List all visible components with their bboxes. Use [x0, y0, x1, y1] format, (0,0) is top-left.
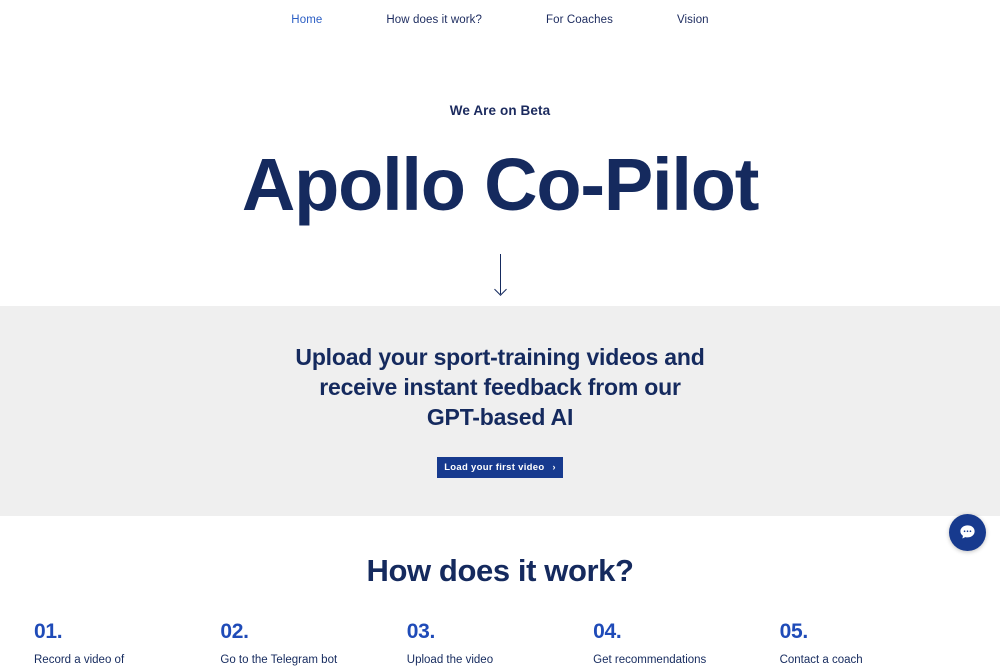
- list-item: [220, 620, 406, 668]
- nav-item-home[interactable]: Home: [291, 14, 323, 26]
- list-item: [407, 620, 593, 668]
- nav-item-for-coaches[interactable]: For Coaches: [546, 14, 613, 26]
- page-title: Apollo Co-Pilot: [241, 143, 759, 226]
- how-it-works-section: [0, 516, 1000, 668]
- value-proposition-band: [0, 306, 1000, 516]
- step-number: 04.: [593, 619, 622, 643]
- step-number: 01.: [34, 619, 63, 643]
- step-description: Contact a coach: [779, 653, 863, 666]
- nav-item-how-does-it-work[interactable]: How does it work?: [386, 14, 483, 26]
- list-item: [593, 620, 779, 668]
- chevron-right-icon: ›: [552, 461, 556, 472]
- step-number: 05.: [779, 619, 808, 643]
- arrow-down-icon: [500, 254, 501, 294]
- load-first-video-button[interactable]: [437, 457, 563, 478]
- value-proposition-headline: Upload your sport-training videos and receive instant feedback from our GPT-based AI: [295, 343, 705, 431]
- scroll-down-indicator[interactable]: [0, 254, 1000, 300]
- step-description: Get recommendations: [593, 653, 707, 666]
- list-item: [34, 620, 220, 668]
- chat-bubble-icon: [958, 523, 977, 542]
- main-navigation: [0, 0, 1000, 41]
- how-it-works-title: How does it work?: [366, 552, 634, 588]
- step-number: 03.: [406, 619, 436, 643]
- step-description: Go to the Telegram bot: [220, 653, 338, 666]
- step-description: Upload the video: [406, 653, 494, 666]
- cta-label: Load your first video: [444, 461, 545, 473]
- step-number: 02.: [220, 619, 249, 643]
- steps-list: [0, 620, 1000, 668]
- chat-widget-button[interactable]: [949, 514, 986, 551]
- nav-item-vision[interactable]: Vision: [676, 14, 709, 26]
- hero-section: [0, 41, 1000, 300]
- list-item: [780, 620, 966, 668]
- beta-eyebrow: We Are on Beta: [449, 103, 551, 118]
- step-description: Record a video of: [34, 653, 125, 666]
